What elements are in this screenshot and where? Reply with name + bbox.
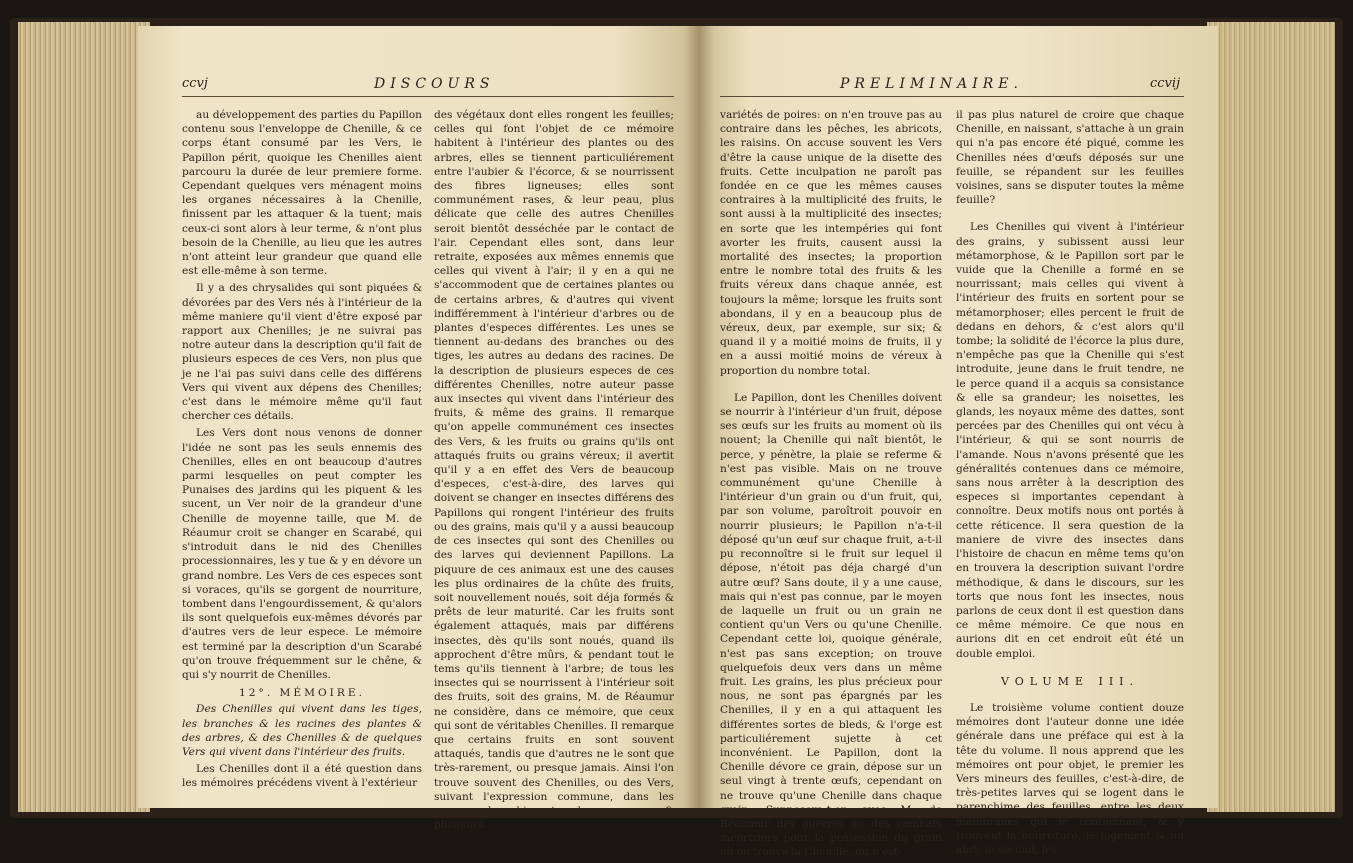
paragraph-spacer: [956, 210, 1184, 220]
right-page: [698, 26, 1218, 859]
right-running-header: PRELIMINAIRE.: [840, 76, 1023, 92]
left-column-2: [434, 108, 674, 835]
right-column-2: [956, 108, 1184, 860]
paragraph: Les Chenilles qui vivent à l'intérieur des grains, y subissent aussi leur métamorphose, & le Papillon sort par le vuide que la Chenille a formé en se nourrissant; mais celles qui vivent à l'intérieur des fruits en sortent pour se métamorphoser; elles percent le fruit de dedans en dehors, & c'est alors qu'il tombe; la solidité de l'écorce la plus dure, n'empêche pas que la Chenille qui s'est introduite, jeune dans le fruit tendre, ne le perce quand il a acquis sa consistance & elle sa grandeur; les noisettes, les glands, les noyaux même des dattes, sont percées par des Chenilles qui ont vécu à l'intérieur, & qui se sont nourris de l'amande. Nous n'avons présenté que les généralités contenues dans ce mémoire, sans nous arrêter à la description des especes si importantes cependant à connoître. Deux motifs nous ont portés à cette réticence. Il sera question de la maniere de vivre des insectes dans l'histoire de chacun en même tems qu'on en trouvera la description suivant l'ordre méthodique, & dans le discours, sur les torts que nous font les insectes, nous parlons de ceux dont il est question dans ce même mémoire. Ce que nous en aurions dit en cet endroit eût été un double emploi.: [956, 221, 1184, 660]
left-header-rule: [182, 96, 674, 97]
paragraph: Le Papillon, dont les Chenilles doivent se nourrir à l'intérieur d'un fruit, dépose ses œufs sur les fruits au moment où ils nouent; la Chenille qui naît bientôt, le perce, y pénètre, la plaie se referme & n'est pas visible. Mais on ne trouve communément qu'une Chenille à l'intérieur d'un grain ou d'un fruit, qui, par son volume, paroîtroit pouvoir en nourrir plusieurs; le Papillon n'a-t-il déposé qu'un œuf sur chaque fruit, a-t-il pu reconnoître si le fruit sur lequel il dépose, n'étoit pas déja chargé d'un autre œuf? Sans doute, il y a une cause, mais qui n'est pas connue, par le moyen de laquelle un fruit ou un grain ne contient qu'un Vers ou qu'une Chenille. Cependant cette loi, quoique générale, n'est pas sans exception; on trouve quelquefois deux vers dans un même fruit. Les grains, les plus précieux pour nous, ne sont pas épargnés par les Chenilles, il y en a qui attaquent les différentes sortes de bleds, & l'orge est particuliérement sujette à cet inconvénient. Le Papillon, dont la Chenille dévore ce grain, dépose sur un seul vingt à trente œufs, cependant on ne trouve qu'une Chenille dans chaque grain. Supposera-t-on avec M. de Réaumur des guerres ou des combats meurtriers pour la possession du grain où on trouve la Chenille, ou n'est-: [720, 391, 942, 859]
paragraph: Les Vers dont nous venons de donner l'idée ne sont pas les seuls ennemis des Chenilles, elles en ont beaucoup d'autres parmi lesquelles on peut compter les Punaises des jardins qui les piquent & les sucent, un Ver noir de la grandeur d'une Chenille de moyenne taille, que M. de Réaumur croit se changer en Scarabé, qui s'introduit dans le nid des Chenilles processionnaires, les y tue & y en dévore un grand nombre. Les Vers de ces especes sont si voraces, qu'ils se gorgent de nourriture, tombent dans l'engourdissement, & qu'alors ils sont quelquefois eux-mêmes dévorés par d'autres vers de leur espece. Le mémoire est terminé par la description d'un Scarabé qu'on trouve fréquemment sur le chêne, & qui s'y nourrit de Chenilles.: [182, 427, 422, 681]
paragraph: des végétaux dont elles rongent les feuilles; celles qui font l'objet de ce mémoire habitent à l'intérieur des plantes ou des arbres, elles se tiennent particuliérement entre l'aubier & l'écorce, & se nourrissent des fibres ligneuses; elles sont communément rases, & leur peau, plus délicate que celle des autres Chenilles seroit bientôt desséchée par le contact de l'air. Cependant elles sont, dans leur retraite, exposées aux mêmes ennemis que celles qui vivent à l'air; il y en a qui ne s'accommodent que de certaines plantes ou de certains arbres, & d'autres qui vivent indifféremment à l'intérieur d'arbres ou de plantes d'especes différentes. Les unes se tiennent au-dedans des branches ou des tiges, les autres au dedans des racines. De la description de plusieurs especes de ces différentes Chenilles, notre auteur passe aux insectes qui vivent dans l'intérieur des fruits, & même des grains. Il remarque qu'on appelle communément ces insectes des Vers, & les fruits ou grains qu'ils ont attaqués fruits ou grains véreux; il avertit qu'il y a en effet des Vers de beaucoup d'especes, c'est-à-dire, des larves qui doivent se changer en insectes différens des Papillons qui rongent l'intérieur des fruits ou des grains, mais qu'il y a aussi beaucoup de ces insectes qui sont des Chenilles ou des larves qui deviennent Papillons. La piquure de ces animaux est une des causes les plus ordinaires de la chûte des fruits, soit nouvellement noués, soit déja formés & prêts de leur maturité. Car les fruits sont également attaqués, mais par différens insectes, dès qu'ils sont noués, quand ils approchent d'être mûrs, & pendant tout le tems qu'ils tiennent à l'arbre; de tous les insectes qui se nourrissent à l'intérieur soit des fruits, soit des grains, M. de Réaumur ne considère, dans ce mémoire, que ceux qui sont de véritables Chenilles. Il remarque que certains fruits en sont souvent attaqués, tandis que d'autres ne le sont que très-rarement, ou presque jamais. Ainsi l'on trouve souvent des Chenilles, ou des Vers, suivant l'expression commune, dans les prunes, les bigarots, les pommes & plusieurs: [434, 109, 674, 832]
paragraph: Il y a des chrysalides qui sont piquées & dévorées par des Vers nés à l'intérieur de la même maniere qu'il vient d'être exposé par rapport aux Chenilles; je ne suivrai pas notre auteur dans la description qu'il fait de plusieurs especes de ces Vers, non plus que je ne l'ai pas suivi dans celle des différens Vers qui vivent aux dépens des Chenilles; c'est dans le mémoire même qu'il faut chercher ces détails.: [182, 282, 422, 423]
left-page-edges: [18, 22, 150, 812]
paragraph: variétés de poires: on n'en trouve pas au contraire dans les pêches, les abricots, les raisins. On accuse souvent les Vers d'être la cause unique de la disette des fruits. Cette inculpation ne paroît pas fondée en ce que les mêmes causes contraires à la multiplicité des fruits, le sont aussi à la multiplicité des insectes; en sorte que les intempéries qui font avorter les fruits, causent aussi la mortalité des insectes; la proportion entre le nombre total des fruits & les fruits véreux dans chaque année, est toujours la même; lorsque les fruits sont abondans, il y en a beaucoup plus de véreux, deux, par exemple, sur six; & quand il y a moitié moins de fruits, il y en a aussi moitié moins de véreux à proportion du nombre total.: [720, 109, 942, 377]
paragraph: il pas plus naturel de croire que chaque Chenille, en naissant, s'attache à un grain qui n'a pas encore été piqué, comme les Chenilles nées d'œufs déposés sur une feuille, se répandent sur les feuilles voisines, sans se disputer toutes la même feuille?: [956, 109, 1184, 207]
right-page-number: ccvij: [1150, 76, 1181, 91]
memoire-title: 12°. MÉMOIRE.: [239, 687, 365, 700]
left-running-header: DISCOURS: [374, 76, 495, 92]
volume-heading: VOLUME III.: [1000, 674, 1140, 688]
book-gutter: [684, 26, 714, 808]
paragraph: au développement des parties du Papillon contenu sous l'enveloppe de Chenille, & ce corps étant consumé par les Vers, le Papillon périt, quoique les Chenilles aient parcouru la durée de leur premiere forme. Cependant quelques vers ménagent moins les organes nécessaires à la Chenille, finissent par les attaquer & la tuent; mais ceux-ci sont alors à leur terme, & n'ont plus besoin de la Chenille, au lieu que les autres n'ont atteint leur grandeur que quand elle est elle-même à son terme.: [182, 109, 422, 278]
paragraph-spacer: [720, 381, 942, 391]
right-column-1: [720, 108, 942, 863]
left-page: [138, 26, 698, 832]
left-page-number: ccvj: [182, 76, 208, 91]
right-header-rule: [720, 96, 1184, 97]
left-column-1: [182, 108, 422, 794]
memoire-subtitle: Des Chenilles qui vivent dans les tiges, les branches & les racines des plantes & des arbres, & des Chenilles & de quelques Vers qui vivent dans l'intérieur des fruits.: [182, 703, 422, 758]
open-book: [10, 18, 1343, 859]
paragraph: Le troisième volume contient douze mémoires dont l'auteur donne une idée générale dans une préface qui est à la tête du volume. Il nous apprend que les mémoires ont pour objet, le premier les Vers mineurs des feuilles, c'est-à-dire, de très-petites larves qui se logent dans le parenchime des feuilles, entre les deux membranes qui le contiennent, & y trouvent la nourriture, le logement & un abri; le second, les: [956, 701, 1184, 856]
right-page-edges: [1207, 22, 1335, 812]
paragraph: Les Chenilles dont il a été question dans les mémoires précédens vivent à l'extérieur: [182, 763, 422, 790]
